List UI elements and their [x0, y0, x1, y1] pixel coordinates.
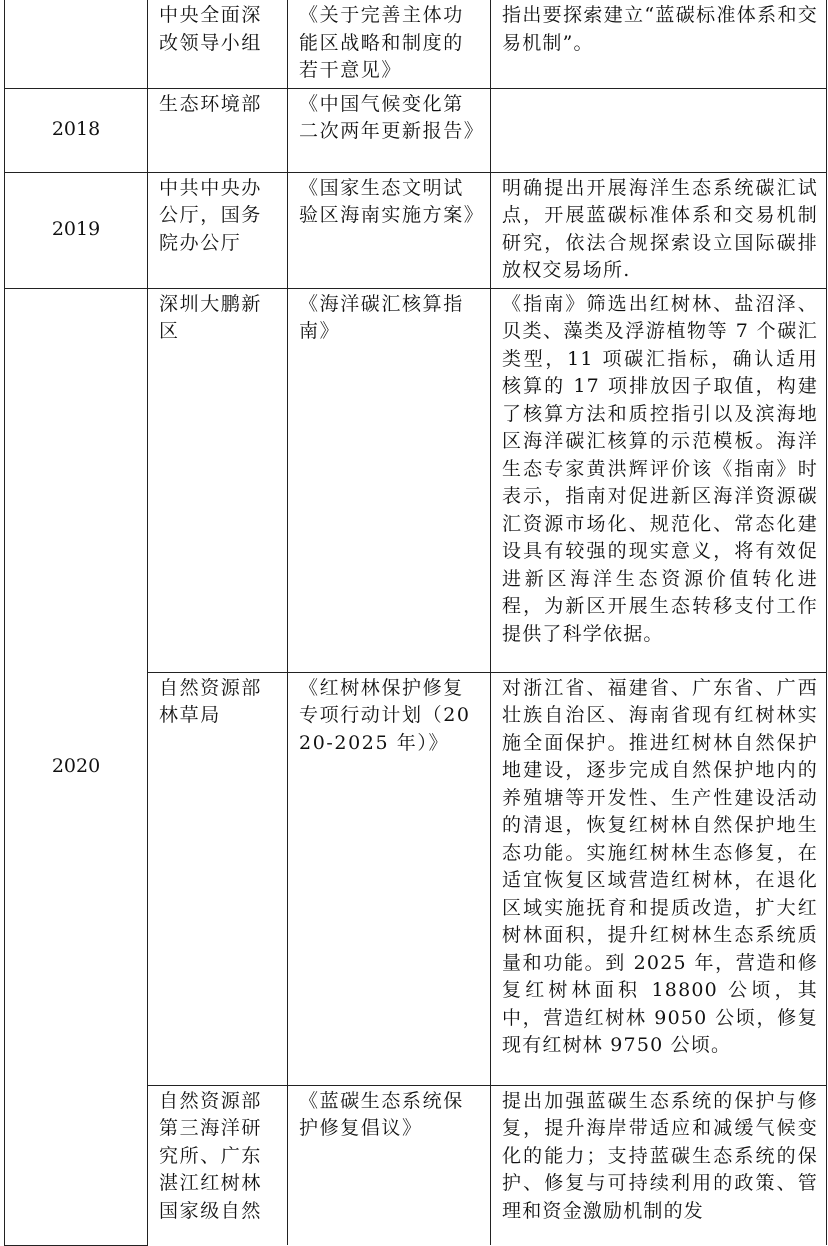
issuer-cell: 深圳大鹏新区: [148, 288, 288, 672]
issuer-cell: 自然资源部林草局: [148, 672, 288, 1085]
description-cell: 提出加强蓝碳生态系统的保护与修复，提升海岸带适应和减缓气候变化的能力；支持蓝碳生态系统的保护、修复与可持续利用的政策、管理和资金激励机制的发: [491, 1085, 827, 1245]
document-cell: 《蓝碳生态系统保护修复倡议》: [288, 1085, 491, 1245]
description-cell: 指出要探索建立“蓝碳标准体系和交易机制”。: [491, 0, 827, 88]
table-row: [5, 288, 827, 672]
issuer-cell: 中央全面深改领导小组: [148, 0, 288, 88]
issuer-cell: 自然资源部第三海洋研究所、广东湛江红树林国家级自然: [148, 1085, 288, 1245]
document-cell: 《红树林保护修复专项行动计划（2020-2025 年）》: [288, 672, 491, 1085]
issuer-cell: 中共中央办公厅，国务院办公厅: [148, 172, 288, 288]
table-row: [5, 0, 827, 88]
table-row: [5, 172, 827, 288]
year-cell: 2020: [5, 288, 148, 1245]
description-cell: 《指南》筛选出红树林、盐沼泽、贝类、藻类及浮游植物等 7 个碳汇类型，11 项碳汇指标，确认适用核算的 17 项排放因子取值，构建了核算方法和质控指引以及滨海地区海洋碳汇核算的示范模板。海洋生态专家黄洪辉评价该《指南》时表示，指南对促进新区海洋资源碳汇资源市场化、规范化、常态化建设具有较强的现实意义，将有效促进新区海洋生态资源价值转化进程，为新区开展生态转移支付工作提供了科学依据。: [491, 288, 827, 672]
year-cell: [5, 0, 148, 88]
year-cell: 2019: [5, 172, 148, 288]
description-cell: 对浙江省、福建省、广东省、广西壮族自治区、海南省现有红树林实施全面保护。推进红树林自然保护地建设，逐步完成自然保护地内的养殖塘等开发性、生产性建设活动的清退，恢复红树林自然保护地生态功能。实施红树林生态修复，在适宜恢复区域营造红树林，在退化区域实施抚育和提质改造，扩大红树林面积，提升红树林生态系统质量和功能。到 2025 年，营造和修复红树林面积 18800 公顷，其中，营造红树林 9050 公顷，修复现有红树林 9750 公顷。: [491, 672, 827, 1085]
year-cell: 2018: [5, 88, 148, 172]
policy-table: [4, 0, 827, 1246]
description-cell: [491, 88, 827, 172]
document-cell: 《国家生态文明试验区海南实施方案》: [288, 172, 491, 288]
issuer-cell: 生态环境部: [148, 88, 288, 172]
table-row: [5, 88, 827, 172]
document-cell: 《关于完善主体功能区战略和制度的若干意见》: [288, 0, 491, 88]
document-cell: 《海洋碳汇核算指南》: [288, 288, 491, 672]
description-cell: 明确提出开展海洋生态系统碳汇试点，开展蓝碳标准体系和交易机制研究，依法合规探索设立国际碳排放权交易场所.: [491, 172, 827, 288]
document-cell: 《中国气候变化第二次两年更新报告》: [288, 88, 491, 172]
